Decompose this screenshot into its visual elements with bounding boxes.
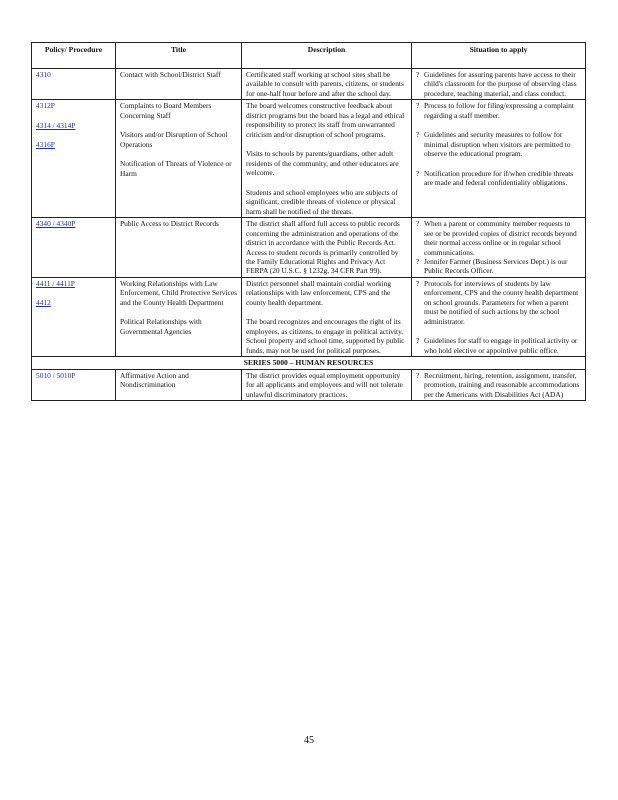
policy-description: Students and school employees who are subjects of significant, credible threats of violence or physical harm shall be notified of the threats.: [246, 187, 398, 216]
policy-description: District personnel shall maintain cordial working relationships with law enforcement, CPS and the county health department.: [246, 278, 392, 307]
bullet-icon: ?: [416, 101, 420, 111]
situation-item: [416, 336, 581, 355]
situation-item: [416, 169, 581, 188]
header-title: Title: [116, 43, 242, 69]
header-policy: Policy/ Procedure: [32, 43, 116, 69]
situation-list: [416, 336, 581, 355]
policy-description: The district shall afford full access to public records concerning the administration and operations of the district in accordance with the Public Records Act. Access to student records is primarily controlled by the Family Educational Rights and Privacy Act FERPA (20 U.S.C. § 1232g, 34 CFR Part 99).: [246, 219, 400, 276]
situation-item: [416, 371, 581, 399]
title-cell: [116, 369, 242, 400]
policy-table: [31, 42, 586, 401]
bullet-icon: ?: [416, 70, 420, 79]
policy-description: The district provides equal employment opportunity for all applicants and employees and will not tolerate unlawful discriminatory practices.: [246, 370, 403, 399]
table-row: [32, 369, 586, 400]
situation-text: Protocols for interviews of students by law enforcement, CPS and the county health department on school grounds. Parameters for when a parent must be notified of such actions by the school administrator.: [424, 278, 579, 326]
policy-cell: [32, 218, 116, 278]
bullet-icon: ?: [416, 130, 420, 140]
bullet-icon: ?: [416, 219, 420, 229]
situation-text: Recruitment, hiring, retention, assignment, transfer, promotion, training and reasonable accommodations per the Americans with Disabilities Act (ADA): [424, 370, 580, 399]
bullet-icon: ?: [416, 370, 420, 380]
bullet-icon: ?: [416, 336, 420, 346]
situation-item: [416, 279, 581, 326]
table-row: [32, 100, 586, 218]
situation-item: [416, 70, 581, 98]
title-cell: [116, 218, 242, 278]
policy-link[interactable]: 5010 / 5010P: [36, 370, 76, 380]
policy-link[interactable]: 4340 / 4340P: [36, 219, 76, 229]
table-row: [32, 218, 586, 278]
bullet-icon: ?: [416, 278, 420, 288]
situation-list: [416, 101, 581, 120]
situation-text: When a parent or community member requests to see or be provided copies of district records beyond their normal access online or in regular school communications.: [424, 219, 577, 257]
situation-item: [416, 130, 581, 158]
situation-text: Process to follow for filing/expressing a complaint regarding a staff member.: [424, 101, 574, 120]
situation-list: [416, 371, 581, 399]
situation-cell: [412, 277, 586, 356]
table-row: [32, 277, 586, 356]
policy-description: Visits to schools by parents/guardians, other adult residents of the community, and other educators are welcome.: [246, 149, 399, 178]
policy-title: Political Relationships with Governmental Agencies: [120, 317, 202, 336]
situation-list: [416, 219, 581, 276]
table-row: [32, 69, 586, 100]
page-number: 45: [304, 735, 314, 746]
situation-text: Notification procedure for if/when credible threats are made and federal confidentiality obligations.: [424, 168, 574, 188]
policy-cell: [32, 69, 116, 100]
description-cell: [242, 369, 412, 400]
policy-title: Affirmative Action and Nondiscrimination: [120, 370, 189, 390]
situation-list: [416, 169, 581, 188]
header-row: [32, 43, 586, 69]
title-cell: [116, 69, 242, 100]
policy-title: Working Relationships with Law Enforcement, Child Protective Services and the County Health Department: [120, 278, 237, 307]
header-situation: Situation to apply: [412, 43, 586, 69]
policy-title: Notification of Threats of Violence or Harm: [120, 159, 232, 178]
situation-cell: [412, 100, 586, 218]
policy-link[interactable]: 4314 / 4314P: [36, 120, 76, 130]
header-description: Description: [242, 43, 412, 69]
situation-item: [416, 219, 581, 257]
title-cell: [116, 100, 242, 218]
description-cell: [242, 100, 412, 218]
situation-list: [416, 70, 581, 98]
situation-text: Guidelines for staff to engage in political activity or who hold elective or appointive public office.: [424, 336, 578, 355]
policy-link[interactable]: 4310: [36, 70, 51, 79]
description-cell: [242, 277, 412, 356]
policy-description: The board welcomes constructive feedback about district programs but the board has a legal and ethical responsibility to protect its staff from unwarranted criticism and/or disruption of school programs.: [246, 101, 405, 139]
policy-cell: [32, 369, 116, 400]
policy-link[interactable]: 4412: [36, 298, 51, 308]
situation-text: Guidelines and security measures to follow for minimal disruption when visitors are permitted to observe the educational program.: [424, 130, 571, 159]
policy-cell: [32, 277, 116, 356]
description-cell: [242, 218, 412, 278]
series-heading-row: [32, 357, 586, 370]
bullet-icon: ?: [416, 256, 420, 266]
policy-description: The board recognizes and encourages the right of its employees, as citizens, to engage in political activity. School property and school time, supported by public funds, may not be used for political purposes.: [246, 317, 405, 355]
policy-title: Public Access to District Records: [120, 219, 219, 229]
policy-cell: [32, 100, 116, 218]
series-heading: SERIES 5000 – HUMAN RESOURCES: [32, 357, 586, 370]
situation-list: [416, 279, 581, 326]
policy-link[interactable]: 4411 / 4411P: [36, 278, 75, 288]
policy-title: Visitors and/or Disruption of School Operations: [120, 130, 228, 149]
policy-title: Complaints to Board Members Concerning Staff: [120, 101, 212, 120]
description-cell: [242, 69, 412, 100]
policy-link[interactable]: 4312P: [36, 101, 55, 111]
situation-text: Jennifer Farmer (Business Services Dept.) is our Public Records Officer.: [424, 256, 568, 276]
situation-item: [416, 257, 581, 276]
situation-list: [416, 130, 581, 158]
situation-cell: [412, 369, 586, 400]
policy-description: Certificated staff working at school sites shall be available to consult with parents, citizens, or students for one-half hour before and after the school day.: [246, 70, 404, 98]
situation-cell: [412, 218, 586, 278]
situation-item: [416, 101, 581, 120]
bullet-icon: ?: [416, 168, 420, 178]
title-cell: [116, 277, 242, 356]
situation-text: Guidelines for assuring parents have access to their child's classroom for the purpose of observing class procedure, teaching material, and class conduct.: [424, 70, 577, 98]
policy-link[interactable]: 4316P: [36, 140, 55, 150]
situation-cell: [412, 69, 586, 100]
policy-title: Contact with School/District Staff: [120, 70, 221, 79]
